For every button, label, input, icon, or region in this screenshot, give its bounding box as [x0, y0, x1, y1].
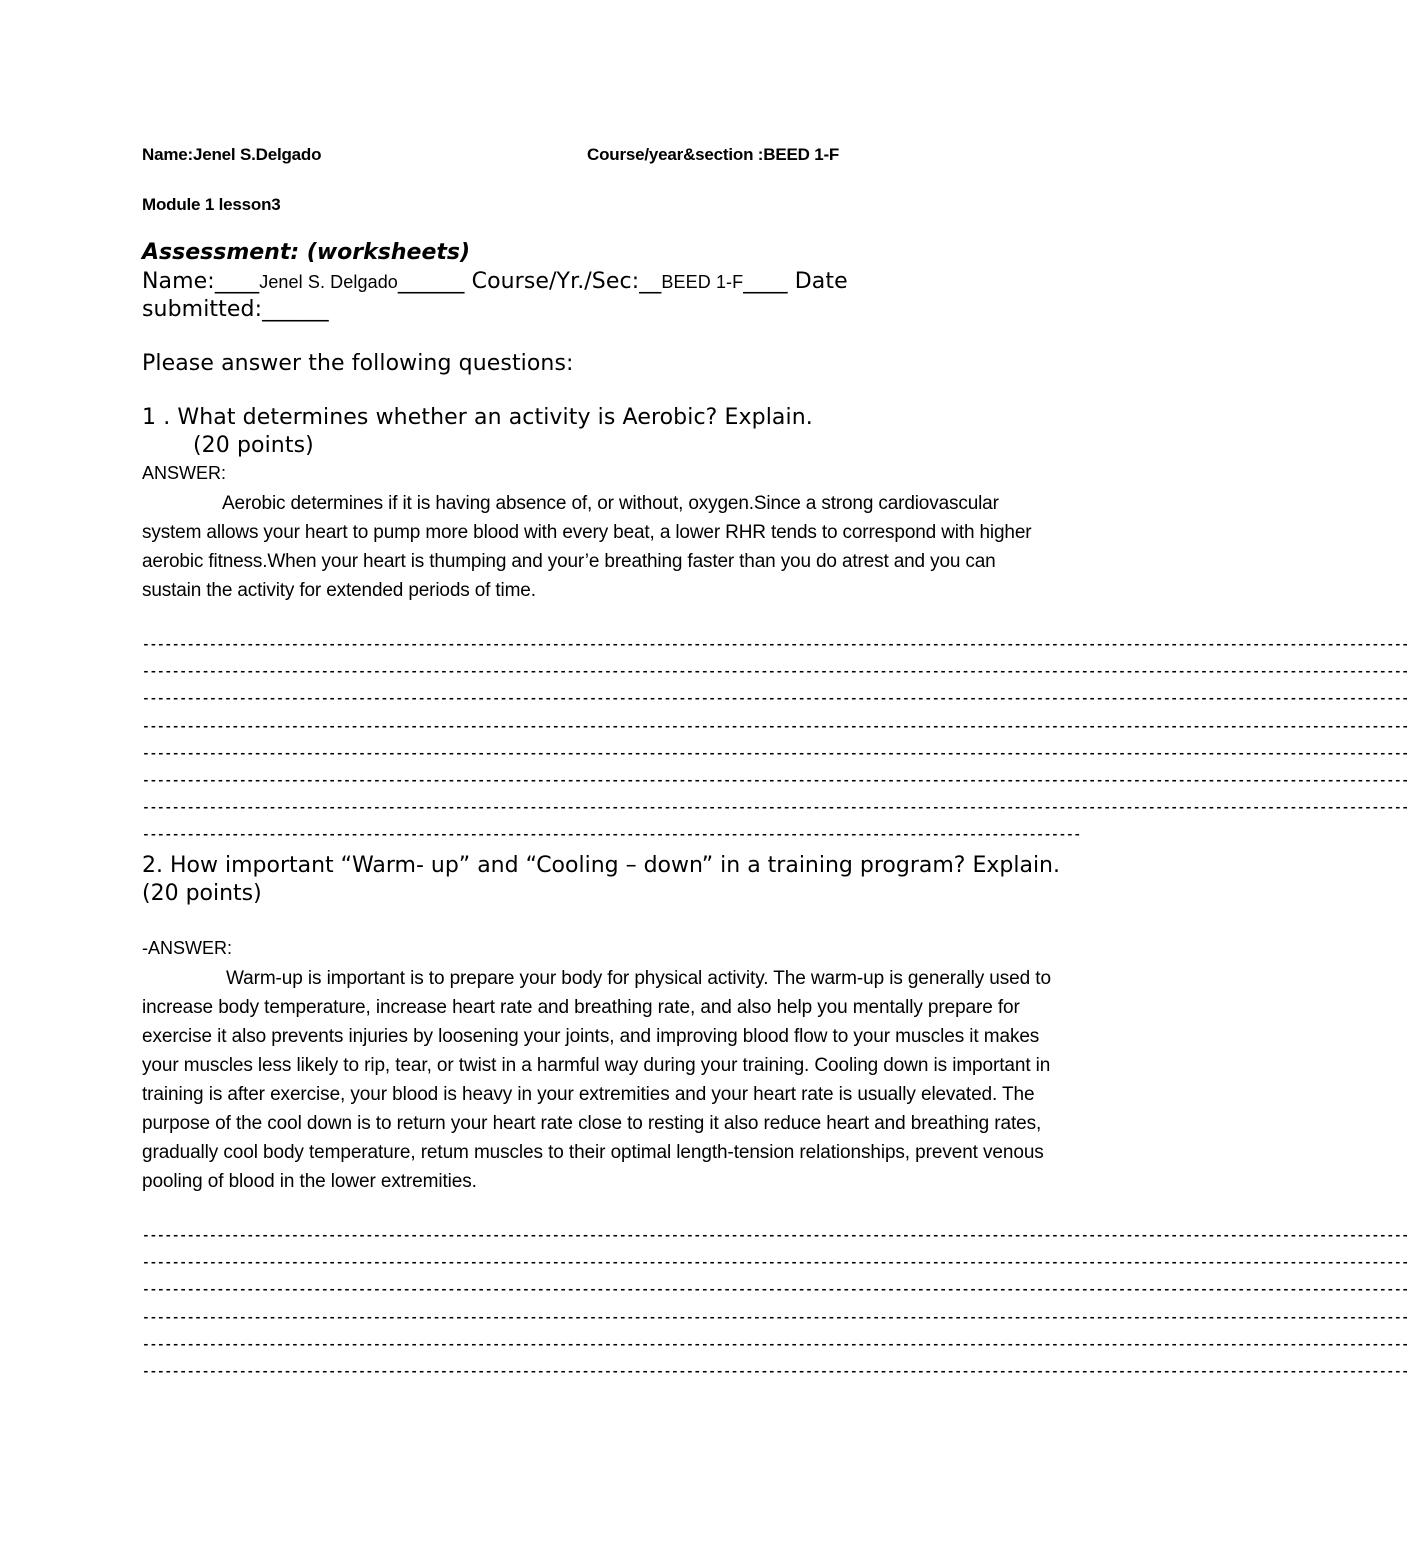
answer-line: --------------------------------------------------------------------------------------------------------------------------------------------------------------------------	[142, 718, 1409, 734]
module-label: Module 1 lesson3	[142, 195, 281, 214]
answer-line: ------------------------------------------------------------------------------------------------------------------------------	[142, 827, 1081, 843]
answer-line: --------------------------------------------------------------------------------------------------------------------------------------------------------------------------	[142, 637, 1409, 652]
answer-line: --------------------------------------------------------------------------------------------------------------------------------------------------------------------------	[142, 745, 1409, 761]
answer-line: --------------------------------------------------------------------------------------------------------------------------------------------------------------------------	[142, 664, 1409, 680]
instructions: Please answer the following questions:	[142, 351, 574, 376]
date-submitted: submitted:______	[142, 297, 329, 322]
name-label: Name:____	[142, 269, 260, 294]
answer-line: --------------------------------------------------------------------------------------------------------------------------------------------------------------------------	[142, 1336, 1409, 1352]
name-value: Jenel S. Delgado	[259, 272, 398, 292]
question-1: 1 . What determines whether an activity is Aerobic? Explain.	[142, 405, 813, 430]
answer-1-label: ANSWER:	[142, 463, 227, 483]
name-tail: ______ Course/Yr./Sec:__	[397, 269, 662, 294]
answer-1-text: Aerobic determines if it is having absence of, or without, oxygen.Since a strong cardiovascular system allows your heart to pump more blood with every beat, a lower RHR tends to correspond with higher aerobic fitness.When your heart is thumping and your’e breathing faster than you do atrest and you can sustain the activity for extended periods of time.	[142, 493, 1032, 601]
answer-lines-2	[142, 1222, 1409, 1385]
answer-line: --------------------------------------------------------------------------------------------------------------------------------------------------------------------------	[142, 1282, 1409, 1298]
student-course: Course/year&section :BEED 1-F	[587, 145, 840, 164]
answer-2-label: -ANSWER:	[142, 938, 232, 958]
course-value: BEED 1-F	[661, 272, 744, 292]
answer-lines-1	[142, 631, 1409, 849]
assessment-name-line	[142, 269, 848, 294]
answer-2-text: Warm-up is important is to prepare your body for physical activity. The warm-up is generally used to increase body temperature, increase heart rate and breathing rate, and also help you mentally prepare for exercise it also prevents injuries by loosening your joints, and improving blood flow to your muscles it makes your muscles less likely to rip, tear, or twist in a harmful way during your training. Cooling down is important in training is after exercise, your blood is heavy in your extremities and your heart rate is usually elevated. The purpose of the cool down is to return your heart rate close to resting it also reduce heart and breathing rates, gradually cool body temperature, retum muscles to their optimal length-tension relationships, prevent venous pooling of blood in the lower extremities.	[142, 968, 1051, 1192]
student-name: Name:Jenel S.Delgado	[142, 145, 322, 164]
answer-line: --------------------------------------------------------------------------------------------------------------------------------------------------------------------------	[142, 800, 1409, 816]
question-1-points: (20 points)	[193, 433, 314, 458]
answer-line: --------------------------------------------------------------------------------------------------------------------------------------------------------------------------	[142, 1363, 1409, 1379]
answer-line: --------------------------------------------------------------------------------------------------------------------------------------------------------------------------	[142, 772, 1409, 788]
answer-line: --------------------------------------------------------------------------------------------------------------------------------------------------------------------------	[142, 691, 1409, 707]
answer-line: --------------------------------------------------------------------------------------------------------------------------------------------------------------------------	[142, 1309, 1409, 1325]
question-2: 2. How important “Warm- up” and “Cooling – down” in a training program? Explain. (20 points)	[142, 853, 1060, 906]
assessment-title: Assessment: (worksheets)	[142, 240, 471, 265]
answer-line: --------------------------------------------------------------------------------------------------------------------------------------------------------------------------	[142, 1228, 1409, 1243]
course-tail: ____ Date	[743, 269, 848, 294]
answer-line: --------------------------------------------------------------------------------------------------------------------------------------------------------------------------	[142, 1255, 1409, 1271]
